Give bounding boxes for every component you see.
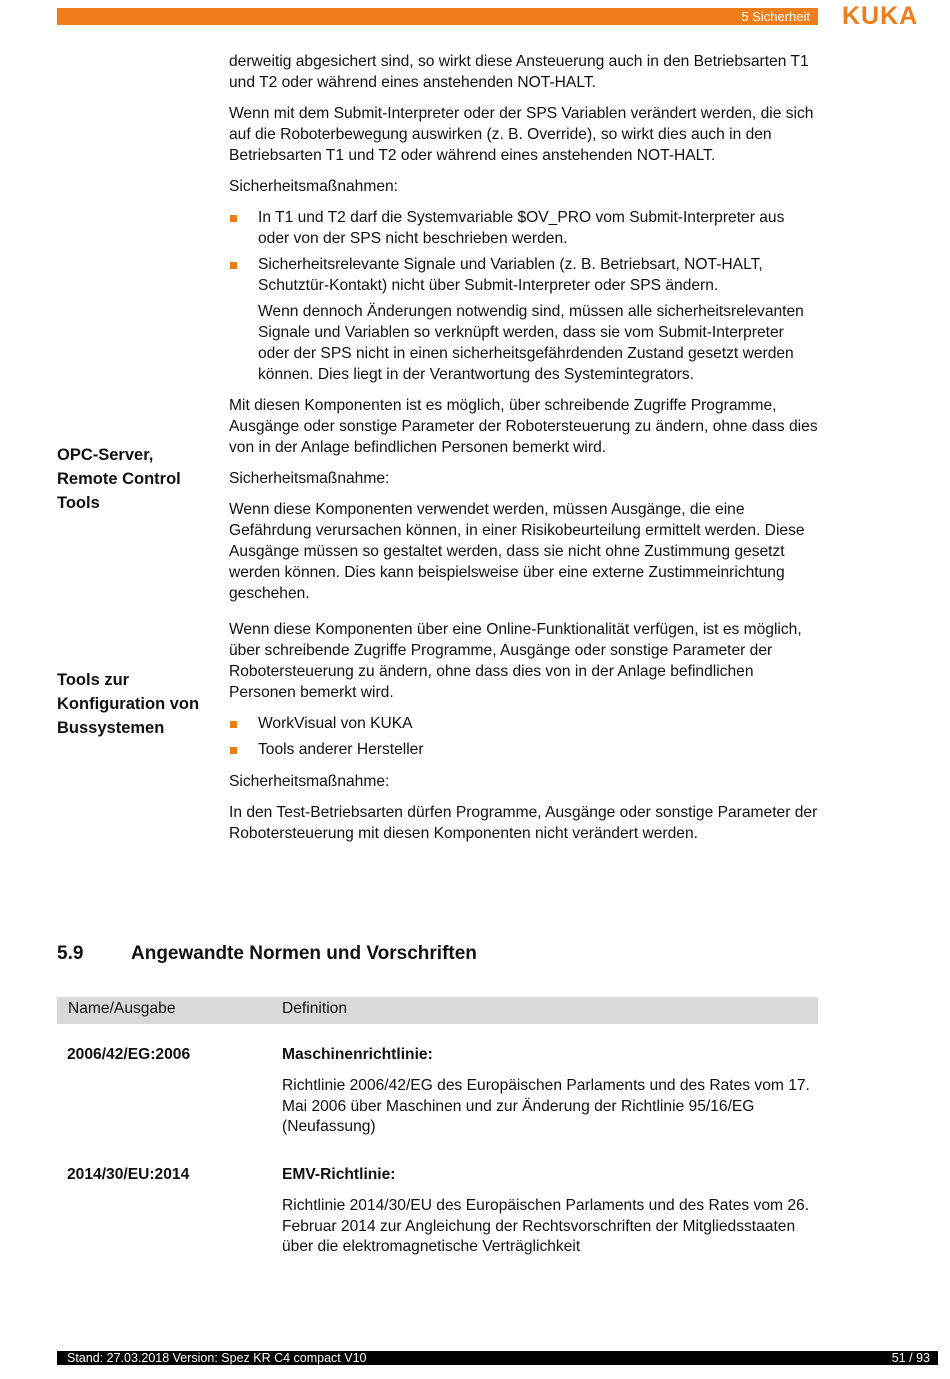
definition-text: Richtlinie 2006/42/EG des Europäischen Parlaments und des Rates vom 17. Mai 2006 über Maschinen und zur Änderung der Richtlinie 95/16/EG (Neufassung)	[282, 1076, 810, 1136]
table-row-code: 2014/30/EU:2014	[67, 1166, 190, 1183]
bullet-square-icon	[230, 721, 237, 728]
side-heading-opc: OPC-Server, Remote Control Tools	[57, 446, 181, 512]
footer-version: Stand: 27.03.2018 Version: Spez KR C4 compact V10	[67, 1351, 367, 1365]
header-bar	[57, 8, 818, 25]
side-heading-tools: Tools zur Konfiguration von Bussystemen	[57, 671, 200, 737]
table-header-definition: Definition	[282, 1000, 348, 1017]
section-number: 5.9	[57, 943, 84, 964]
bullet-list	[229, 714, 819, 761]
paragraph: Wenn diese Komponenten verwendet werden, müssen Ausgänge, die eine Gefährdung verursachen können, in einer Risikobeurteilung ermittelt werden. Diese Ausgänge müssen so gestaltet werden, dass sie nicht ohne Zustimmung gesetzt werden können. Dies kann beispielsweise über eine externe Zustimmeinrichtung geschehen.	[229, 501, 805, 602]
table-row-definition	[282, 1045, 818, 1138]
bullet-square-icon	[230, 747, 237, 754]
paragraph: Mit diesen Komponenten ist es möglich, über schreibende Zugriffe Programme, Ausgänge oder sonstige Parameter der Robotersteuerung zu ändern, ohne dass dies von in der Anlage befindlichen Personen bemerkt wird.	[229, 397, 818, 456]
list-item: Tools anderer Hersteller	[229, 740, 819, 761]
bullet-square-icon	[230, 215, 237, 222]
measures-label: Sicherheitsmaßnahmen:	[229, 177, 399, 195]
definition-title: EMV-Richtlinie:	[282, 1166, 396, 1183]
bullet-list	[229, 208, 819, 297]
list-item: In T1 und T2 darf die Systemvariable $OV_PRO vom Submit-Interpreter aus oder von der SPS nicht beschrieben werden.	[229, 208, 819, 250]
paragraph: Wenn diese Komponenten über eine Online-Funktionalität verfügen, ist es möglich, über schreibende Zugriffe Programme, Ausgänge oder sonstige Parameter der Robotersteuerung zu ändern, ohne dass dies von in der Anlage befindlichen Personen bemerkt wird.	[229, 621, 802, 701]
page-number: 51 / 93	[891, 1351, 930, 1365]
definition-title: Maschinenrichtlinie:	[282, 1046, 433, 1063]
paragraph: derweitig abgesichert sind, so wirkt diese Ansteuerung auch in den Betriebsarten T1 und T2 oder während eines anstehenden NOT-HALT.	[229, 53, 809, 91]
main-content	[229, 52, 819, 855]
definition-text: Richtlinie 2014/30/EU des Europäischen Parlaments und des Rates vom 26. Februar 2014 zur Angleichung der Rechtsvorschriften der Mitgliedsstaaten über die elektromagnetische Verträglichkeit	[282, 1196, 810, 1256]
kuka-logo: KUKA	[842, 2, 919, 30]
paragraph: Wenn mit dem Submit-Interpreter oder der SPS Variablen verändert werden, die sich auf die Roboterbewegung auswirken (z. B. Override), so wirkt dies auch in den Betriebsarten T1 und T2 oder während eines anstehenden NOT-HALT.	[229, 105, 814, 164]
bullet-square-icon	[230, 262, 237, 269]
table-header-name: Name/Ausgabe	[68, 1000, 176, 1017]
footer-bar	[57, 1351, 938, 1365]
list-item: WorkVisual von KUKA	[229, 714, 819, 735]
measure-label: Sicherheitsmaßnahme:	[229, 470, 390, 488]
section-title: Angewandte Normen und Vorschriften	[131, 943, 477, 964]
measure-label: Sicherheitsmaßnahme:	[229, 772, 390, 790]
chapter-label: 5 Sicherheit	[741, 9, 810, 24]
paragraph: In den Test-Betriebsarten dürfen Programme, Ausgänge oder sonstige Parameter der Robotersteuerung mit diesen Komponenten nicht verändert werden.	[229, 803, 818, 842]
table-header	[57, 997, 818, 1024]
table-row-code: 2006/42/EG:2006	[67, 1046, 191, 1063]
bullet-sub-paragraph: Wenn dennoch Änderungen notwendig sind, müssen alle sicherheitsrelevanten Signale und Variablen so verknüpft werden, dass sie vom Submit-Interpreter oder der SPS nicht in einen sicherheitsgefährdenden Zustand gesetzt werden können. Dies liegt in der Verantwortung des Systemintegrators.	[258, 303, 804, 383]
section-heading	[57, 943, 477, 965]
list-item: Sicherheitsrelevante Signale und Variablen (z. B. Betriebsart, NOT-HALT, Schutztür-Kontakt) nicht über Submit-Interpreter oder SPS ändern.	[229, 255, 819, 297]
table-row-definition	[282, 1165, 818, 1258]
